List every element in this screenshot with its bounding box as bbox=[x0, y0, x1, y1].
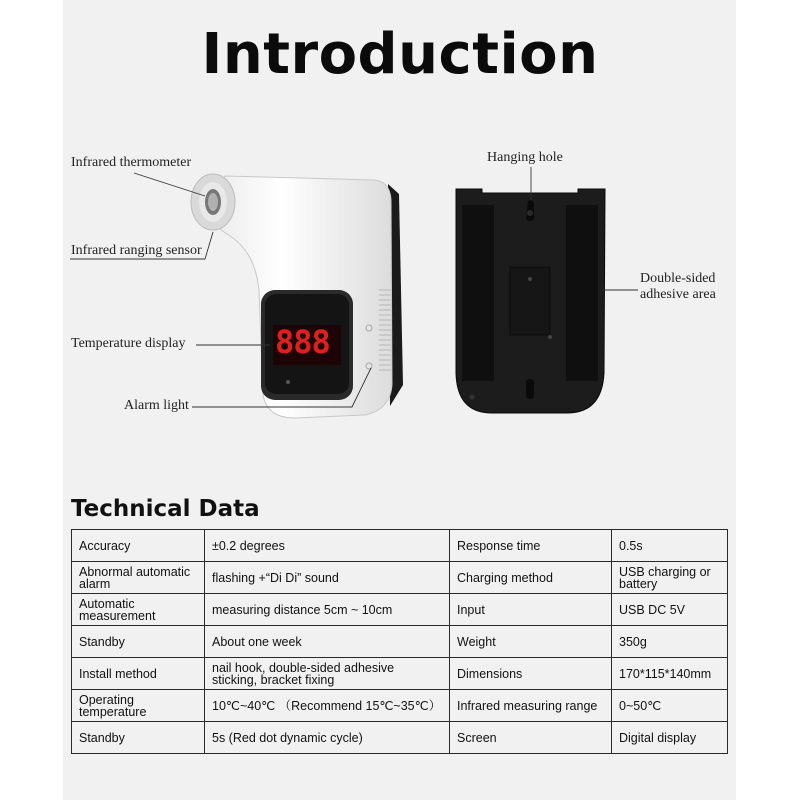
callout-alarm-light: Alarm light bbox=[124, 398, 189, 413]
spec-label: Screen bbox=[450, 722, 612, 754]
spec-value: Digital display bbox=[612, 722, 728, 754]
spec-value: 0~50℃ bbox=[612, 690, 728, 722]
spec-label: Standby bbox=[72, 722, 205, 754]
spec-value: 0.5s bbox=[612, 530, 728, 562]
table-row bbox=[72, 690, 728, 722]
spec-value: ±0.2 degrees bbox=[205, 530, 450, 562]
spec-value: 170*115*140mm bbox=[612, 658, 728, 690]
table-row bbox=[72, 658, 728, 690]
callout-adhesive-area bbox=[640, 271, 716, 303]
table-row bbox=[72, 722, 728, 754]
spec-value: USB DC 5V bbox=[612, 594, 728, 626]
display-digits: 888 bbox=[275, 323, 330, 361]
spec-value: measuring distance 5cm ~ 10cm bbox=[205, 594, 450, 626]
spec-label: Standby bbox=[72, 626, 205, 658]
spec-value: 10℃~40℃ （Recommend 15℃~35℃） bbox=[205, 690, 450, 722]
spec-value: 350g bbox=[612, 626, 728, 658]
callout-temperature-display: Temperature display bbox=[71, 336, 186, 351]
callout-infrared-thermometer: Infrared thermometer bbox=[71, 155, 192, 170]
spec-value: nail hook, double-sided adhesive sticking, bracket fixing bbox=[205, 658, 450, 690]
spec-value: flashing +“Di Di” sound bbox=[205, 562, 450, 594]
callout-adhesive-line1: Double-sided bbox=[640, 271, 716, 286]
spec-value: About one week bbox=[205, 626, 450, 658]
callout-hanging-hole: Hanging hole bbox=[487, 150, 563, 165]
spec-value: 5s (Red dot dynamic cycle) bbox=[205, 722, 450, 754]
table-row bbox=[72, 626, 728, 658]
table-row bbox=[72, 530, 728, 562]
spec-label: Input bbox=[450, 594, 612, 626]
spec-label: Operating temperature bbox=[72, 690, 205, 722]
callout-adhesive-line2: adhesive area bbox=[640, 287, 716, 302]
spec-label: Dimensions bbox=[450, 658, 612, 690]
spec-label: Response time bbox=[450, 530, 612, 562]
table-row bbox=[72, 594, 728, 626]
technical-data-table bbox=[71, 529, 728, 754]
page-title: Introduction bbox=[201, 22, 599, 87]
spec-label: Install method bbox=[72, 658, 205, 690]
spec-label: Abnormal automatic alarm bbox=[72, 562, 205, 594]
spec-label: Accuracy bbox=[72, 530, 205, 562]
spec-label: Infrared measuring range bbox=[450, 690, 612, 722]
table-row bbox=[72, 562, 728, 594]
spec-label: Automatic measurement bbox=[72, 594, 205, 626]
spec-label: Charging method bbox=[450, 562, 612, 594]
technical-data-heading: Technical Data bbox=[71, 496, 260, 522]
spec-label: Weight bbox=[450, 626, 612, 658]
spec-value: USB charging or battery bbox=[612, 562, 728, 594]
callout-infrared-ranging-sensor: Infrared ranging sensor bbox=[71, 243, 202, 258]
